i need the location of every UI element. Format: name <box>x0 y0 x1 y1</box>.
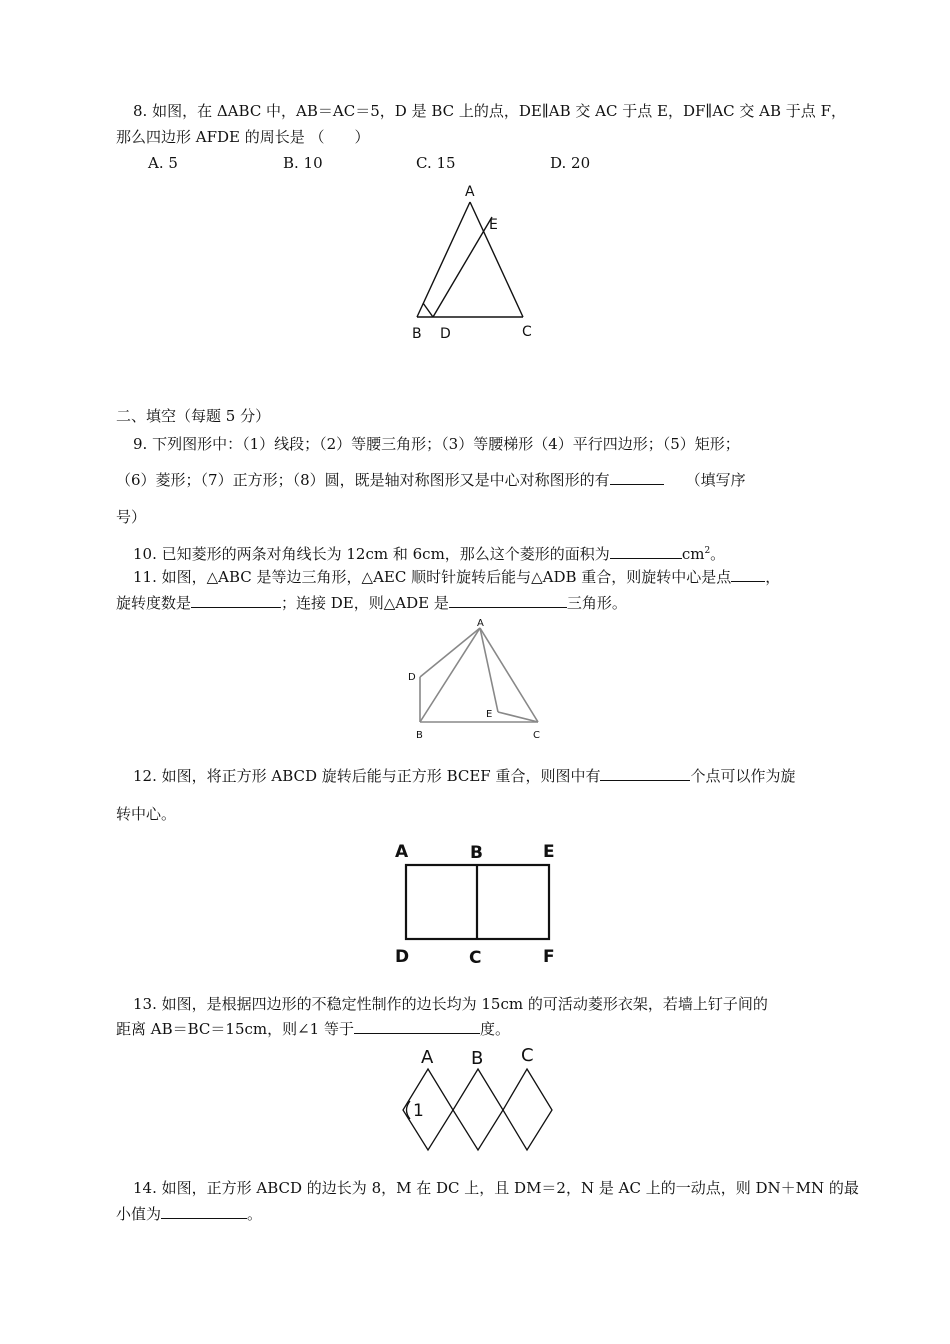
q9-line2-suffix: （填写序 <box>685 471 746 489</box>
q10-line <box>133 541 725 564</box>
q14-line2-text: 小值为 <box>116 1205 162 1223</box>
q12-label-a: A <box>395 842 409 862</box>
q8-line-df <box>423 303 433 317</box>
q13-rhombus-1 <box>403 1069 453 1150</box>
q11-line-ac <box>480 628 538 722</box>
q10-text: 10. 已知菱形的两条对角线长为 12cm 和 6cm，那么这个菱形的面积为 <box>133 545 610 563</box>
q9-line3: 号） <box>116 508 147 526</box>
q11-line1-comma: ， <box>765 568 781 586</box>
q14-line1: 14. 如图，正方形 ABCD 的边长为 8，M 在 DC 上，且 DM＝2，N 是 AC 上的一动点，则 DN＋MN 的最 <box>133 1179 859 1197</box>
q8-option-b: B. 10 <box>283 154 323 172</box>
q11-line2-end: 三角形。 <box>566 594 627 612</box>
q14-line2-end: 。 <box>247 1205 263 1223</box>
q12-label-f: F <box>543 947 555 967</box>
q11-line-ae <box>480 628 498 712</box>
q13-label-c: C <box>521 1045 534 1066</box>
q13-line2-suffix: 度。 <box>480 1020 511 1038</box>
q8-triangle-figure <box>400 178 550 348</box>
q11-label-a: A <box>477 618 484 629</box>
q12-line1 <box>133 766 796 786</box>
q11-triangle-blank[interactable] <box>449 593 567 608</box>
q13-rhombus-3 <box>503 1069 552 1150</box>
q12-line1-text: 12. 如图，将正方形 ABCD 旋转后能与正方形 BCEF 重合，则图中有 <box>133 767 601 785</box>
q8-label-b: B <box>412 326 422 342</box>
q12-label-c: C <box>469 948 482 968</box>
q13-line2-text: 距离 AB＝BC＝15cm，则∠1 等于 <box>116 1020 354 1038</box>
q13-hanger-figure <box>390 1044 560 1156</box>
q12-answer-blank[interactable] <box>600 766 690 781</box>
q10-unit: cm <box>681 545 705 563</box>
q10-end: 。 <box>710 545 726 563</box>
q11-label-b: B <box>416 730 423 741</box>
q11-line1 <box>133 567 780 587</box>
q8-label-c: C <box>522 324 532 340</box>
q11-line-ab <box>420 628 480 722</box>
q8-line-de <box>433 217 492 317</box>
q8-option-d: D. 20 <box>550 154 591 172</box>
q11-triangle-figure <box>400 616 560 746</box>
q11-line2 <box>116 593 627 613</box>
q12-line1-suffix: 个点可以作为旋 <box>690 767 796 785</box>
q13-rhombus-2 <box>453 1069 503 1150</box>
q8-label-e: E <box>489 217 498 233</box>
q10-answer-blank[interactable] <box>610 544 682 559</box>
q11-line-ad <box>420 628 480 677</box>
q13-label-a: A <box>421 1047 434 1068</box>
q12-label-e: E <box>543 842 555 862</box>
q9-line1: 9. 下列图形中：（1）线段；（2）等腰三角形；（3）等腰梯形（4）平行四边形；（5）矩形； <box>133 435 740 453</box>
q11-label-c: C <box>533 730 540 741</box>
q12-line2: 转中心。 <box>116 805 177 823</box>
q13-label-b: B <box>471 1048 484 1069</box>
q13-answer-blank[interactable] <box>354 1019 480 1034</box>
q8-option-c: C. 15 <box>416 154 456 172</box>
q8-line2: 那么四边形 AFDE 的周长是 （ ） <box>116 128 370 146</box>
section-title: 二、填空（每题 5 分） <box>116 407 271 425</box>
q12-label-b: B <box>470 843 483 863</box>
q14-line2 <box>116 1204 262 1224</box>
q8-option-a: A. 5 <box>148 154 178 172</box>
q12-squares-figure <box>390 838 570 973</box>
q13-line2 <box>116 1019 510 1039</box>
q9-line2-text: （6）菱形；（7）正方形；（8）圆，既是轴对称图形又是中心对称图形的有 <box>116 471 610 489</box>
q13-line1: 13. 如图，是根据四边形的不稳定性制作的边长均为 15cm 的可活动菱形衣架，若墙上钉子间的 <box>133 995 768 1013</box>
q8-label-d: D <box>440 326 451 342</box>
q11-line2-text: 旋转度数是 <box>116 594 192 612</box>
q12-label-d: D <box>395 947 410 967</box>
q13-angle-label: 1 <box>413 1101 424 1121</box>
q8-line1: 8. 如图，在 ΔABC 中，AB＝AC＝5，D 是 BC 上的点，DE∥AB 交 AC 于点 E，DF∥AC 交 AB 于点 F， <box>133 102 846 120</box>
q11-line1-text: 11. 如图，△ABC 是等边三角形，△AEC 顺时针旋转后能与△ADB 重合，则旋转中心是点 <box>133 568 732 586</box>
q14-answer-blank[interactable] <box>161 1204 247 1219</box>
q10-unit-exponent: 2 <box>704 546 711 556</box>
q9-answer-blank[interactable] <box>610 470 664 485</box>
q11-line2-mid: ；连接 DE，则△ADE 是 <box>281 594 449 612</box>
q9-line2 <box>116 470 746 490</box>
q11-label-d: D <box>408 672 416 683</box>
q11-label-e: E <box>486 709 493 720</box>
q8-label-a: A <box>465 184 475 200</box>
q11-degree-blank[interactable] <box>191 593 281 608</box>
q11-center-blank[interactable] <box>731 567 765 582</box>
